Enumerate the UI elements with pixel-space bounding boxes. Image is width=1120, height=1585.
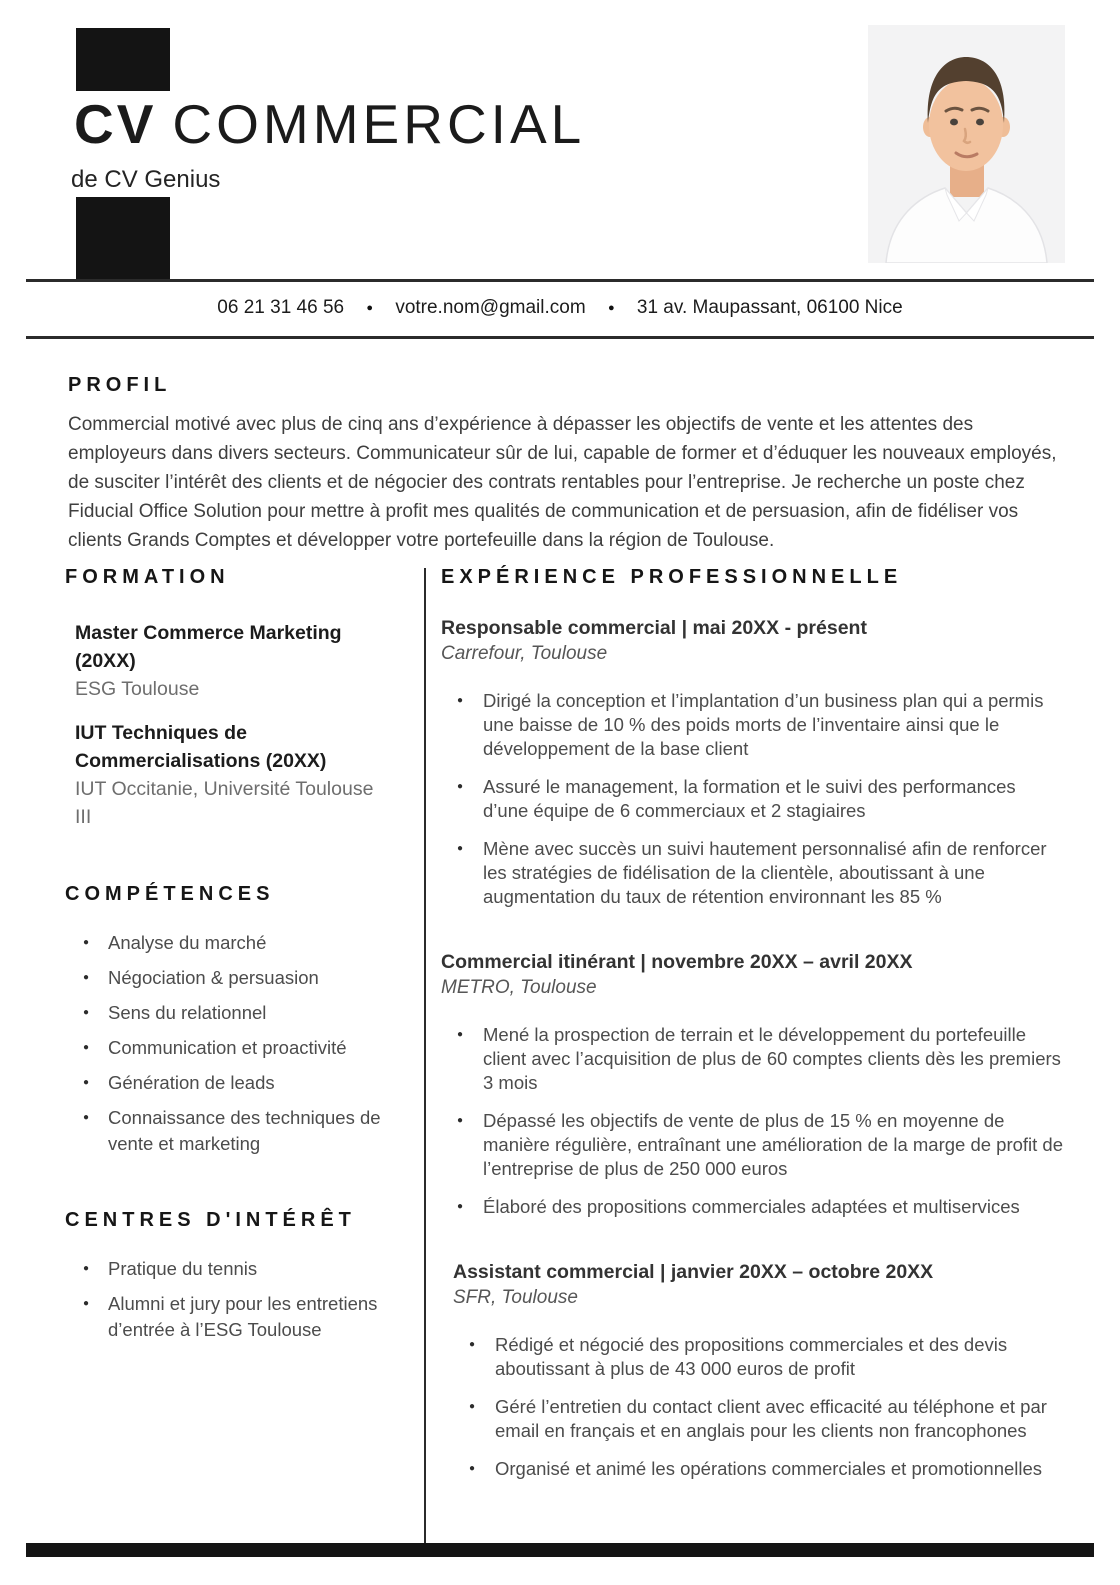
list-item [441, 837, 1063, 909]
list-item [65, 930, 417, 956]
section-profil [68, 374, 1068, 555]
job-entry [441, 615, 1063, 909]
interest-text: Pratique du tennis [108, 1258, 258, 1279]
job-company: METRO, Toulouse [441, 977, 597, 998]
page-subtitle: de CV Genius [71, 166, 221, 193]
bullet-icon: ● [457, 843, 464, 854]
right-column [441, 566, 1063, 1495]
job-entry [441, 949, 1063, 1219]
contact-email: votre.nom@gmail.com [395, 297, 586, 318]
bullet-icon: ● [469, 1463, 476, 1474]
list-item [441, 1023, 1063, 1095]
skill-text: Communication et proactivité [108, 1037, 347, 1058]
job-bullets [441, 689, 1063, 909]
bullet-icon: ● [457, 695, 464, 706]
profil-heading: PROFIL [68, 374, 172, 396]
skill-text: Sens du relationnel [108, 1002, 267, 1023]
bullet-icon: ● [83, 937, 90, 948]
page-title [74, 94, 585, 154]
job-bullets [453, 1333, 1063, 1481]
list-item [65, 1291, 417, 1343]
title-cv: CV [74, 93, 157, 155]
column-divider [424, 568, 426, 1543]
list-item [441, 775, 1063, 823]
competences-heading: COMPÉTENCES [65, 883, 275, 905]
bullet-text: Dépassé les objectifs de vente de plus de 15 % en moyenne de manière régulière, entraînant une amélioration de la marge de profit de l’entreprise de plus de 250 000 euros [483, 1110, 1064, 1179]
skill-text: Génération de leads [108, 1072, 275, 1093]
formation-heading: FORMATION [65, 566, 230, 588]
decor-square-bottom [76, 197, 170, 280]
job-title: Assistant commercial | janvier 20XX – octobre 20XX [453, 1261, 934, 1283]
portrait-photo [868, 25, 1065, 263]
top-rule [26, 279, 1094, 282]
interets-heading: CENTRES D'INTÉRÊT [65, 1209, 356, 1231]
contact-address: 31 av. Maupassant, 06100 Nice [636, 297, 903, 318]
bullet-icon: ● [83, 1007, 90, 1018]
bullet-icon: ● [469, 1401, 476, 1412]
bullet-text: Organisé et animé les opérations commerciales et promotionnelles [495, 1458, 1043, 1479]
bullet-text: Mène avec succès un suivi hautement personnalisé afin de renforcer les stratégies de fidélisation de la clientèle, aboutissant à une augmentation du taux de rétention environnant les 85 % [483, 838, 1047, 907]
list-item [65, 1105, 417, 1157]
education-school: IUT Occitanie, Université Toulouse III [75, 778, 374, 828]
list-item [441, 689, 1063, 761]
education-title: IUT Techniques de Commercialisations (20XX) [75, 722, 327, 772]
job-bullets [441, 1023, 1063, 1219]
list-item [441, 1109, 1063, 1181]
education-title: Master Commerce Marketing (20XX) [75, 622, 342, 672]
bullet-text: Géré l’entretien du contact client avec efficacité au téléphone et par email en français et en anglais pour les clients non francophones [495, 1396, 1047, 1441]
contact-phone: 06 21 31 46 56 [217, 297, 345, 318]
bullet-icon: ● [457, 1029, 464, 1040]
separator-dot-icon: ● [366, 302, 374, 314]
job-title: Commercial itinérant | novembre 20XX – avril 20XX [441, 951, 913, 973]
bullet-icon: ● [83, 1112, 90, 1123]
list-item [453, 1333, 1063, 1381]
list-item [65, 1035, 417, 1061]
portrait-photo-image [868, 25, 1065, 263]
list-item [453, 1395, 1063, 1443]
bullet-icon: ● [83, 1263, 90, 1274]
title-commercial: COMMERCIAL [172, 93, 586, 155]
education-entry [75, 619, 387, 703]
bullet-icon: ● [83, 1298, 90, 1309]
bullet-icon: ● [469, 1339, 476, 1350]
list-item [65, 1256, 417, 1282]
interets-list [65, 1256, 417, 1343]
list-item [65, 965, 417, 991]
bullet-icon: ● [457, 781, 464, 792]
bullet-icon: ● [83, 1077, 90, 1088]
bullet-text: Rédigé et négocié des propositions commerciales et des devis aboutissant à plus de 43 000 euros de profit [495, 1334, 1008, 1379]
separator-dot-icon: ● [607, 302, 615, 314]
list-item [65, 1070, 417, 1096]
job-company: Carrefour, Toulouse [441, 643, 608, 664]
bullet-text: Assuré le management, la formation et le suivi des performances d’une équipe de 6 commerciaux et 2 stagiaires [483, 776, 1016, 821]
job-company: SFR, Toulouse [453, 1287, 578, 1308]
list-item [65, 1000, 417, 1026]
contact-bar [0, 297, 1120, 319]
skill-text: Analyse du marché [108, 932, 267, 953]
education-school: ESG Toulouse [75, 678, 200, 700]
interest-text: Alumni et jury pour les entretiens d’entrée à l’ESG Toulouse [108, 1293, 378, 1340]
contact-bottom-rule [26, 336, 1094, 339]
bullet-text: Élaboré des propositions commerciales adaptées et multiservices [483, 1196, 1020, 1217]
education-entry [75, 719, 387, 831]
bullet-icon: ● [83, 972, 90, 983]
job-entry [453, 1259, 1063, 1481]
footer-accent-bar [26, 1543, 1094, 1557]
decor-square-top [76, 28, 170, 91]
list-item [441, 1195, 1063, 1219]
bullet-text: Mené la prospection de terrain et le développement du portefeuille client avec l’acquisition de plus de 60 comptes clients dès les premiers 3 mois [483, 1024, 1061, 1093]
experience-heading: EXPÉRIENCE PROFESSIONNELLE [441, 566, 903, 588]
bullet-icon: ● [457, 1115, 464, 1126]
list-item [453, 1457, 1063, 1481]
bullet-icon: ● [457, 1201, 464, 1212]
competences-list [65, 930, 417, 1157]
bullet-text: Dirigé la conception et l’implantation d’un business plan qui a permis une baisse de 10 % des poids morts de l’inventaire ainsi que le développement de la base client [483, 690, 1044, 759]
job-title: Responsable commercial | mai 20XX - présent [441, 617, 867, 639]
bullet-icon: ● [83, 1042, 90, 1053]
profil-text: Commercial motivé avec plus de cinq ans d’expérience à dépasser les objectifs de vente et les attentes des employeurs dans divers secteurs. Communicateur sûr de lui, capable de former et d’éduquer les nouveaux employés, de susciter l’intérêt des clients et de négocier des contrats rentables pour l’entreprise. Je recherche un poste chez Fiducial Office Solution pour mettre à profit mes qualités de communication et de persuasion, afin de fidéliser vos clients Grands Comptes et développer votre portefeuille dans la région de Toulouse. [68, 414, 1057, 551]
skill-text: Négociation & persuasion [108, 967, 319, 988]
left-column [65, 566, 417, 1352]
skill-text: Connaissance des techniques de vente et marketing [108, 1107, 381, 1154]
